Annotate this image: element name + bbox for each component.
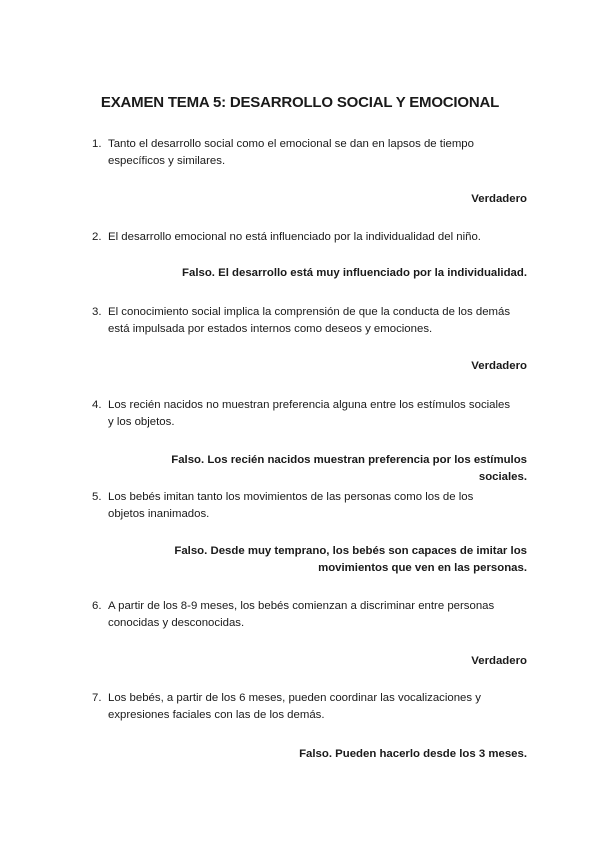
question-2 <box>92 229 512 246</box>
question-text: El conocimiento social implica la comprensión de que la conducta de los demás está impulsada por estados internos como deseos y emociones. <box>108 306 511 335</box>
question-number: 4. <box>92 399 102 411</box>
question-number: 1. <box>92 138 102 150</box>
question-text: El desarrollo emocional no está influenciado por la individualidad del niño. <box>108 231 481 243</box>
question-7 <box>92 690 512 724</box>
answer-3: Verdadero <box>471 360 527 372</box>
answer-2: Falso. El desarrollo está muy influenciado por la individualidad. <box>182 267 527 279</box>
question-number: 6. <box>92 600 102 612</box>
question-text: Los recién nacidos no muestran preferencia alguna entre los estímulos sociales y los objetos. <box>108 399 511 428</box>
question-text: Los bebés, a partir de los 6 meses, pueden coordinar las vocalizaciones y expresiones faciales con las de los demás. <box>108 692 481 721</box>
answer-1: Verdadero <box>471 193 527 205</box>
exam-title: EXAMEN TEMA 5: DESARROLLO SOCIAL Y EMOCIONAL <box>100 94 500 111</box>
question-text: A partir de los 8-9 meses, los bebés comienzan a discriminar entre personas conocidas y desconocidas. <box>108 600 495 629</box>
question-number: 5. <box>92 491 102 503</box>
question-6 <box>92 598 512 632</box>
question-5 <box>92 489 512 523</box>
answer-7: Falso. Pueden hacerlo desde los 3 meses. <box>299 748 527 760</box>
answer-6: Verdadero <box>471 655 527 667</box>
question-text: Tanto el desarrollo social como el emocional se dan en lapsos de tiempo específicos y similares. <box>108 138 474 167</box>
question-4 <box>92 397 512 431</box>
question-3 <box>92 304 512 338</box>
answer-5: Falso. Desde muy temprano, los bebés son capaces de imitar los movimientos que ven en las personas. <box>174 545 527 574</box>
answer-4: Falso. Los recién nacidos muestran preferencia por los estímulos sociales. <box>171 454 527 483</box>
question-1 <box>92 136 512 170</box>
question-number: 2. <box>92 231 102 243</box>
question-text: Los bebés imitan tanto los movimientos de las personas como los de los objetos inanimados. <box>108 491 474 520</box>
question-number: 7. <box>92 692 102 704</box>
question-number: 3. <box>92 306 102 318</box>
